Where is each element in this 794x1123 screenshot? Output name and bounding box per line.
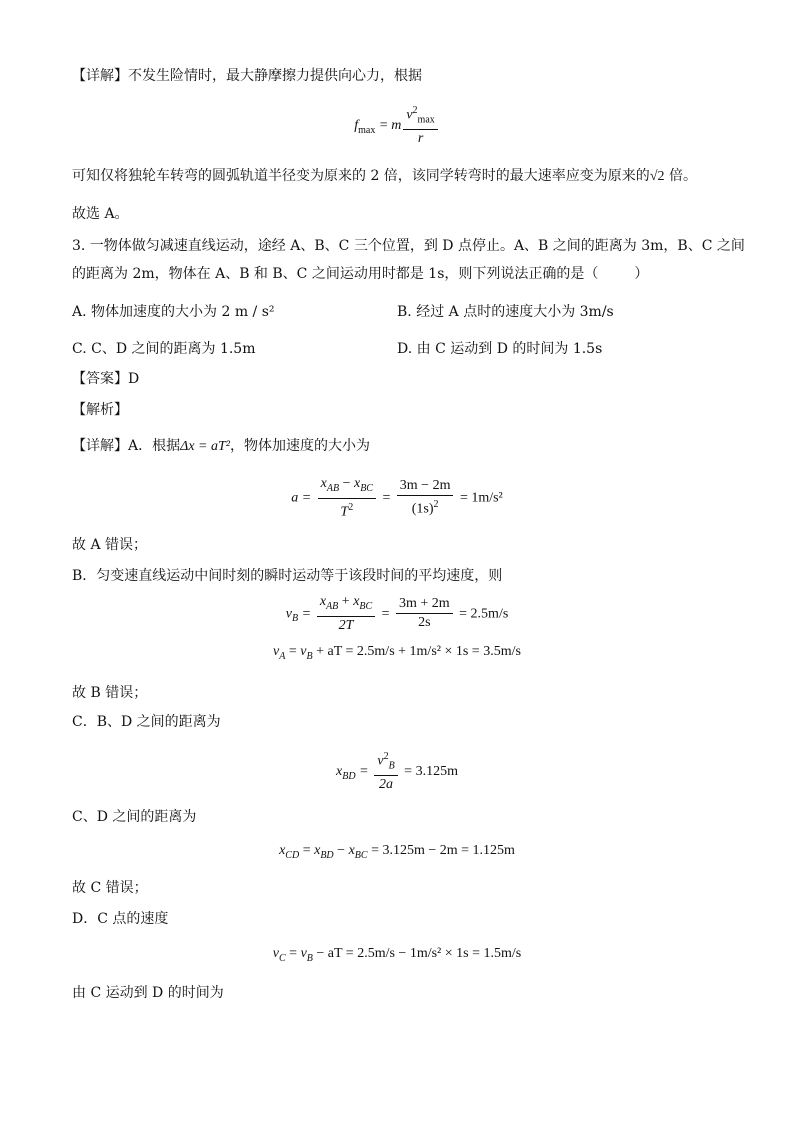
eqa-eq2: = — [382, 490, 391, 506]
sqrt-two: √2 — [649, 169, 665, 184]
eqd-rest: − aT = 2.5m/s − 1m/s² × 1s = 1.5m/s — [312, 946, 522, 961]
equation-acceleration — [0, 474, 794, 521]
detail-a-paragraph — [72, 436, 370, 457]
paragraph-d2: 由 C 运动到 D 的时间为 — [72, 985, 224, 1001]
eqb1-lhs: v — [285, 606, 292, 622]
eqa-d1: T — [340, 504, 349, 520]
eq1-lhs: f — [354, 118, 359, 134]
eqc1-fraction — [374, 748, 397, 794]
eqa-n1: x — [320, 476, 327, 491]
eqc2-minus: − — [333, 843, 349, 858]
error-b: 故 B 错误； — [72, 685, 148, 701]
detail-text: 不发生险情时，最大静摩擦力提供向心力，根据 — [128, 68, 422, 84]
eqd-eq: = — [285, 946, 301, 961]
detail-a-text2: ，物体加速度的大小为 — [230, 438, 370, 454]
eqa-lhs: a = — [291, 490, 312, 506]
eqd-lhs-sub: C — [278, 952, 286, 964]
question-stem-line2 — [72, 264, 648, 284]
eq1-num-sub: max — [417, 114, 435, 126]
detail-tag: 【详解】 — [72, 68, 128, 84]
paragraph-d: D．C 点的速度 — [72, 911, 169, 927]
option-b: B. 经过 A 点时的速度大小为 3m/s — [397, 304, 614, 320]
option-c: C. C、D 之间的距离为 1.5m — [72, 341, 256, 357]
eqb2-eq: = — [285, 644, 301, 659]
eqb1-fraction1 — [317, 592, 375, 635]
paragraph-b: B．匀变速直线运动中间时刻的瞬时运动等于该段时间的平均速度，则 — [72, 568, 503, 584]
detail-a-text1: A．根据 — [128, 438, 181, 454]
detail-paragraph — [72, 66, 422, 86]
eq1-lhs-sub: max — [358, 125, 376, 137]
eqc2-lhs: x — [279, 843, 286, 858]
question-stem-line1: 3. 一物体做匀减速直线运动，途经 A、B、C 三个位置，到 D 点停止。A、B 之间的距离为 3m，B、C 之间 — [72, 238, 745, 254]
eqc2-eq: = — [299, 843, 315, 858]
eqa-fraction1 — [318, 474, 376, 521]
equation-xcd — [0, 842, 794, 861]
eqc1-den: 2a — [379, 777, 394, 793]
question-stem-text: 的距离为 2m，物体在 A、B 和 B、C 之间运动用时都是 1s，则下列说法正确的是（ — [72, 266, 599, 282]
eq1-fraction — [403, 102, 437, 148]
eqb1-d1: 2T — [338, 617, 354, 633]
eqb1-fraction2 — [396, 595, 453, 632]
equation-va — [0, 643, 794, 662]
eqb1-result: = 2.5m/s — [459, 606, 509, 622]
eqc2-rest: = 3.125m − 2m = 1.125m — [367, 843, 515, 858]
detail-a-tag: 【详解】 — [72, 438, 128, 454]
eqb1-plus: + — [338, 594, 354, 609]
eqb1-n3: 3m + 2m — [396, 595, 453, 614]
eqa-n2: x — [353, 476, 361, 491]
eqb2-v-sub: B — [306, 650, 313, 662]
eqb1-eq2: = — [381, 606, 390, 622]
eqc1-lhs-sub: BD — [342, 771, 356, 783]
eqb1-n1-sub: AB — [326, 600, 339, 612]
equation-vb — [0, 592, 794, 635]
choose-a: 故选 A。 — [72, 206, 129, 222]
eqb1-lhs-sub: B — [291, 613, 299, 625]
eqc1-result: = 3.125m — [404, 764, 458, 780]
equation-vc — [0, 945, 794, 964]
eqb1-n2-sub: BC — [359, 600, 373, 612]
eqc1-lhs: x — [336, 764, 343, 780]
eqc2-b-sub: BC — [354, 849, 368, 861]
option-d: D. 由 C 运动到 D 的时间为 1.5s — [397, 341, 603, 357]
analysis-label: 【解析】 — [72, 402, 128, 418]
eqb1-n1: x — [319, 594, 327, 609]
eq1-den: r — [417, 131, 424, 147]
eqb1-n2: x — [353, 594, 360, 609]
eqc1-num-sup: 2 — [383, 751, 389, 762]
eqc1-num-sub: B — [388, 760, 395, 772]
eq1-num-v: v — [406, 107, 413, 123]
error-c: 故 C 错误； — [72, 880, 148, 896]
option-a: A. 物体加速度的大小为 2 m / s² — [72, 304, 275, 320]
eqa-d3-sup: 2 — [433, 498, 439, 510]
eqb2-v: v — [300, 644, 307, 659]
answer-label: 【答案】D — [72, 371, 140, 387]
paragraph-c: C．B、D 之间的距离为 — [72, 714, 221, 730]
eqa-n1-sub: AB — [326, 482, 340, 494]
eqc2-b: x — [348, 843, 355, 858]
eqb2-lhs-sub: A — [279, 650, 286, 662]
eqd-v: v — [300, 946, 307, 961]
equation-xbd — [0, 748, 794, 794]
eqb1-d3: 2s — [418, 614, 431, 630]
conclusion-tail: 倍。 — [664, 168, 697, 184]
question-paren-close: ） — [634, 266, 649, 282]
eqb2-lhs: v — [273, 644, 280, 659]
eqa-n3: 3m − 2m — [397, 477, 454, 496]
eqa-fraction2 — [397, 477, 454, 519]
eqa-n2-sub: BC — [360, 482, 373, 494]
eqa-minus: − — [339, 476, 354, 491]
eqb1-eq: = — [302, 606, 311, 622]
eqa-result: = 1m/s² — [459, 490, 503, 506]
conclusion-text: 可知仅将独轮车转弯的圆弧轨道半径变为原来的 2 倍，该同学转弯时的最大速率应变为原来的 — [72, 168, 650, 184]
eq1-num-sup: 2 — [412, 105, 418, 116]
eqd-v-sub: B — [306, 952, 313, 964]
eqc2-lhs-sub: CD — [285, 849, 300, 861]
conclusion-paragraph — [72, 166, 697, 187]
equation-fmax: $f_{max} = m$ $\frac{v^2_{max}}{r}$ — [0, 102, 794, 148]
eqa-d3: (1s) — [411, 501, 434, 517]
error-a: 故 A 错误； — [72, 537, 148, 553]
eqc1-eq: = — [360, 764, 368, 780]
eqd-lhs: v — [272, 946, 279, 961]
eqb2-rest: + aT = 2.5m/s + 1m/s² × 1s = 3.5m/s — [312, 644, 521, 659]
paragraph-c2: C、D 之间的距离为 — [72, 809, 197, 825]
eqc1-num: v — [377, 753, 384, 769]
eqc2-a-sub: BD — [320, 849, 334, 861]
eqc2-a: x — [314, 843, 321, 858]
detail-a-formula: Δx = aT² — [180, 439, 230, 454]
eqa-d1-sup: 2 — [348, 501, 354, 513]
eq1-m: m — [391, 118, 402, 134]
